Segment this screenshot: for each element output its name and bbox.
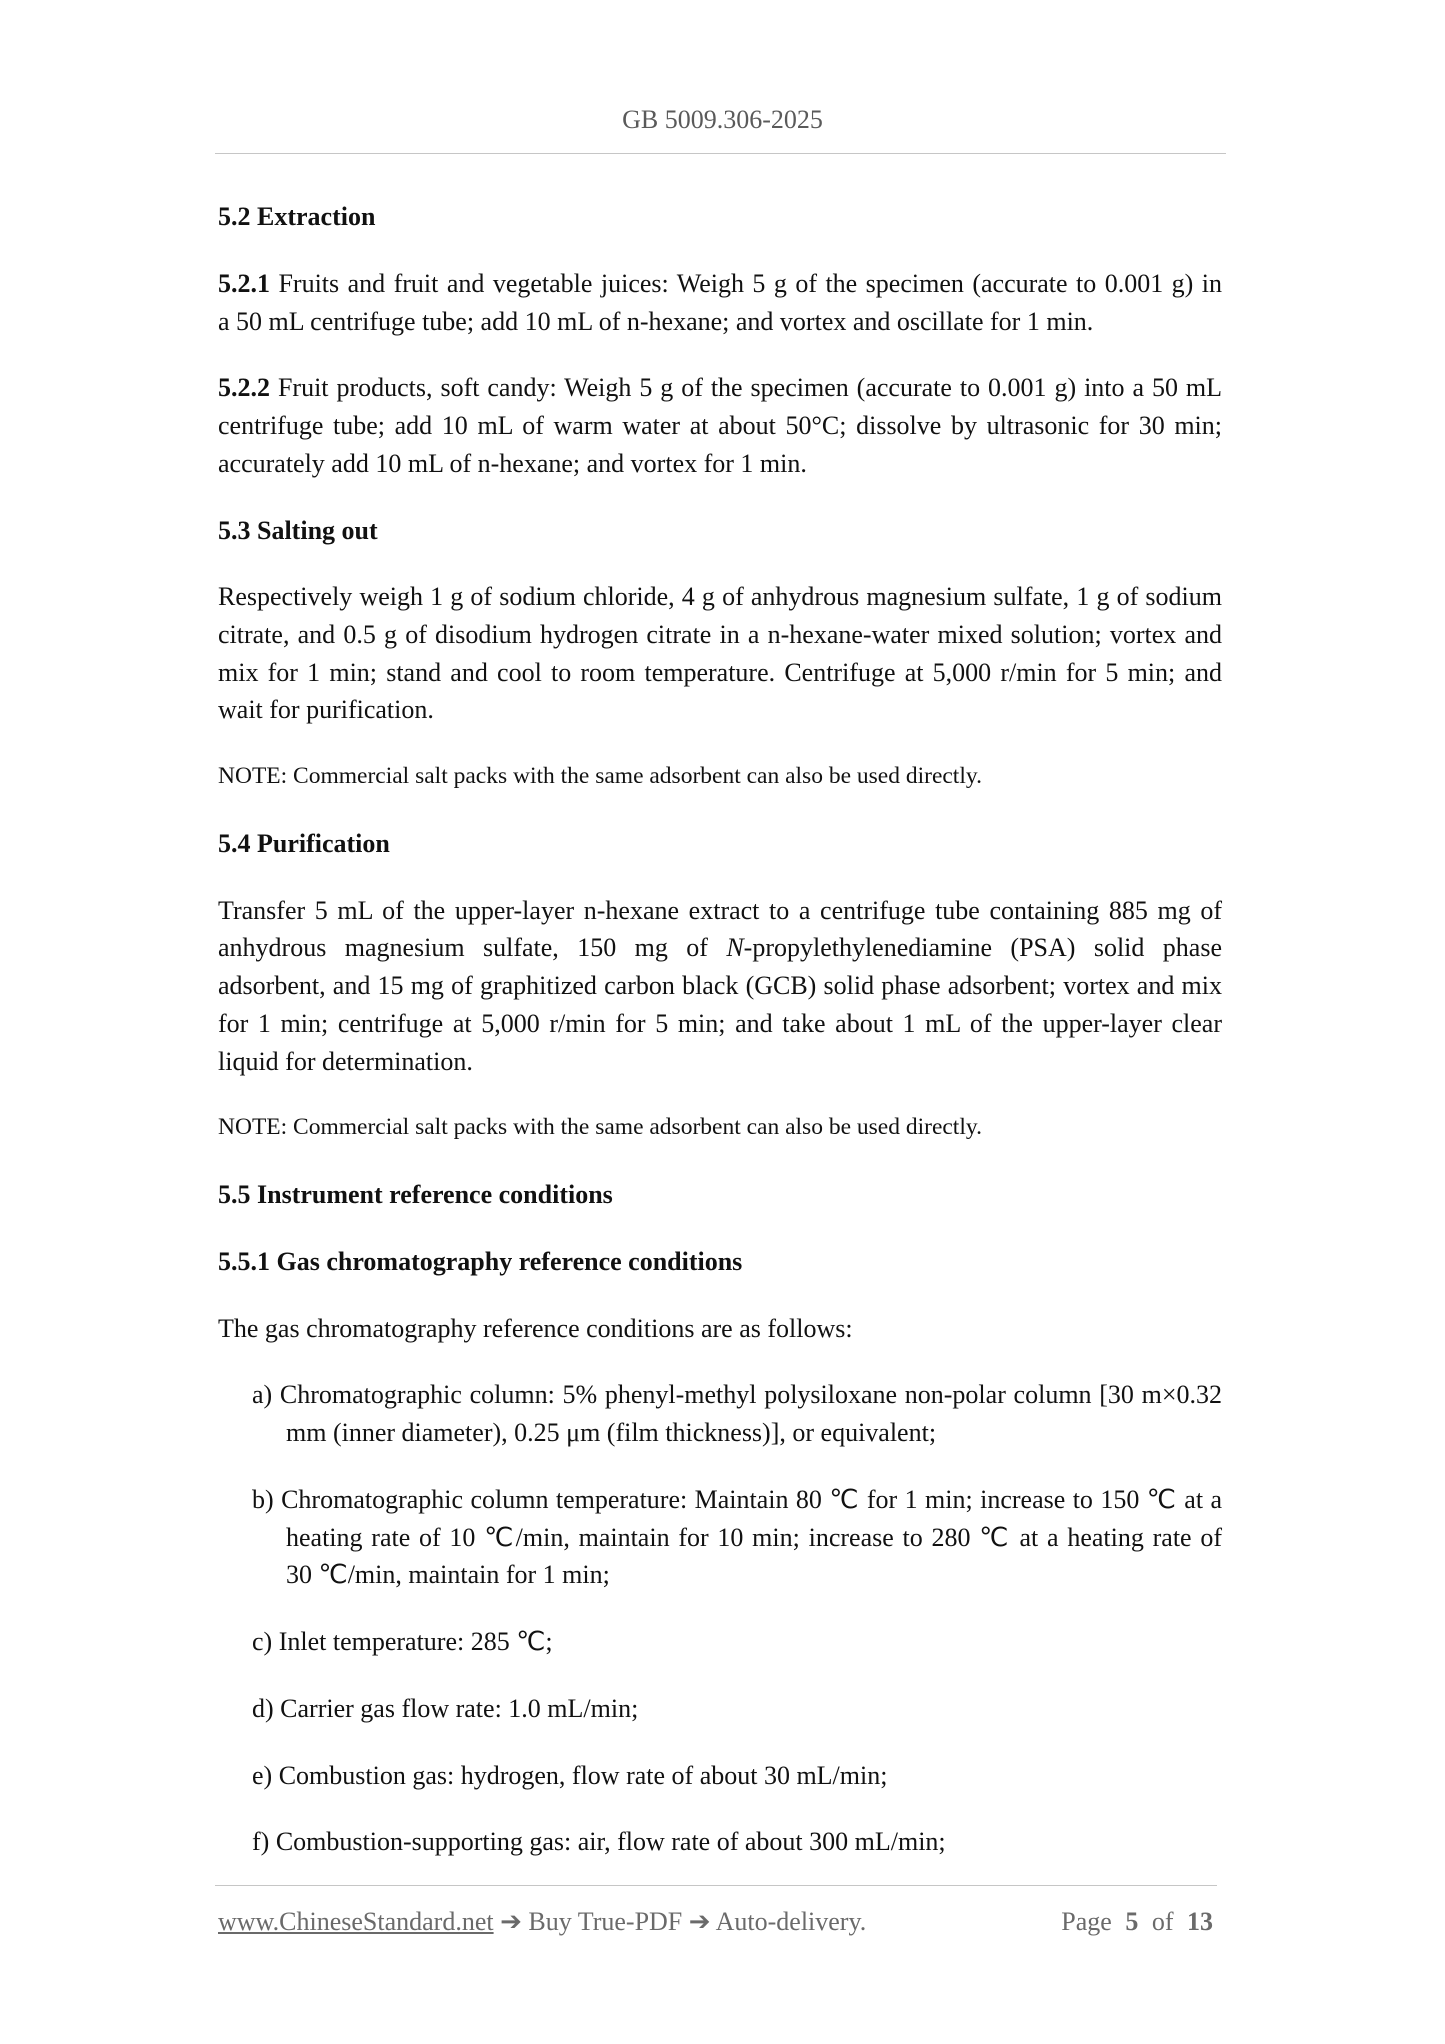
list-item-text: Combustion-supporting gas: air, flow rate of about 300 mL/min; (275, 1827, 946, 1857)
clause-line: a 50 mL centrifuge tube; add 10 mL of n-hexane; and vortex and oscillate for 1 min. (218, 306, 1094, 336)
list-item-c (218, 1623, 1222, 1661)
page-label: Page (1061, 1906, 1112, 1936)
clause-number: 5.2.1 (218, 268, 270, 298)
list-marker: c) (252, 1627, 273, 1657)
list-item-text: Chromatographic column temperature: Maintain 80 ℃ for 1 min; increase to 150 ℃ at a (281, 1484, 1223, 1514)
section-heading-text: 5.4 Purification (218, 829, 390, 858)
note-purification (218, 1109, 1222, 1147)
page-footer (218, 1903, 1213, 1941)
section-heading-5-4 (218, 825, 1222, 863)
list-item-text: Carrier gas flow rate: 1.0 mL/min; (280, 1693, 639, 1723)
section-heading-text: 5.5 Instrument reference conditions (218, 1180, 613, 1210)
paragraph-salting-out (218, 578, 1222, 729)
document-code-header: GB 5009.306-2025 (622, 105, 823, 134)
list-item-line (218, 1823, 1222, 1861)
paragraph-line: liquid for determination. (218, 1046, 473, 1076)
header-divider (215, 153, 1226, 154)
page-content (218, 198, 1222, 1890)
paragraph-line: Transfer 5 mL of the upper-layer n-hexane extract to a centrifuge tube containing 885 mg of (218, 895, 1222, 925)
paragraph-line (218, 929, 1222, 967)
paragraph-line: for 1 min; centrifuge at 5,000 r/min for 5 min; and take about 1 mL of the upper-layer clear (218, 1008, 1222, 1038)
conditions-intro (218, 1310, 1222, 1348)
paragraph-line: citrate, and 0.5 g of disodium hydrogen citrate in a n-hexane-water mixed solution; vortex and (218, 620, 1222, 650)
italic-symbol: N (726, 933, 744, 963)
list-item-line (218, 1376, 1222, 1414)
footer-left (218, 1903, 866, 1941)
clause-line: centrifuge tube; add 10 mL of warm water at about 50°C; dissolve by ultrasonic for 30 min; (218, 411, 1222, 441)
list-item-line: mm (inner diameter), 0.25 μm (film thickness)], or equivalent; (286, 1418, 937, 1448)
section-heading-text: 5.3 Salting out (218, 515, 378, 545)
list-marker: e) (252, 1760, 273, 1790)
list-item-line (218, 1481, 1222, 1519)
paragraph-line: mix for 1 min; stand and cool to room temperature. Centrifuge at 5,000 r/min for 5 min; and (218, 657, 1222, 687)
paragraph-purification (218, 892, 1222, 1080)
list-item-a (218, 1376, 1222, 1451)
clause-line: accurately add 10 mL of n-hexane; and vortex for 1 min. (218, 448, 807, 478)
clause-5-2-1 (218, 265, 1222, 340)
note-salting-out (218, 758, 1222, 796)
page-indicator (1061, 1903, 1213, 1941)
paragraph-line: adsorbent, and 15 mg of graphitized carbon black (GCB) solid phase adsorbent; vortex and mix (218, 971, 1222, 1001)
clause-text: Fruit products, soft candy: Weigh 5 g of the specimen (accurate to 0.001 g) into a 50 mL (277, 373, 1223, 403)
note-text: NOTE: Commercial salt packs with the same adsorbent can also be used directly. (218, 1114, 982, 1141)
clause-text: Fruits and fruit and vegetable juices: Weigh 5 g of the specimen (accurate to 0.001 g) in (278, 268, 1223, 298)
of-label: of (1151, 1906, 1174, 1936)
list-item-d (218, 1690, 1222, 1728)
paragraph-line: The gas chromatography reference conditions are as follows: (218, 1313, 853, 1343)
list-item-line (218, 1757, 1222, 1795)
list-marker: d) (252, 1693, 274, 1723)
list-item-text: Inlet temperature: 285 ℃; (278, 1627, 553, 1657)
subsection-heading-5-5-1 (218, 1243, 1222, 1281)
paragraph-text: anhydrous magnesium sulfate, 150 mg of (218, 933, 727, 963)
paragraph-line: Respectively weigh 1 g of sodium chloride, 4 g of anhydrous magnesium sulfate, 1 g of sodium (218, 582, 1222, 612)
clause-line (218, 265, 1222, 303)
list-marker: b) (252, 1484, 274, 1514)
clause-5-2-2 (218, 369, 1222, 482)
paragraph-text: -propylethylenediamine (PSA) solid phase (743, 933, 1223, 963)
footer-tagline: ➔ Buy True-PDF ➔ Auto-delivery. (500, 1906, 867, 1936)
section-heading-5-2 (218, 198, 1222, 236)
footer-website-link[interactable]: www.ChineseStandard.net (218, 1906, 494, 1936)
list-item-line: 30 ℃/min, maintain for 1 min; (286, 1560, 610, 1590)
section-heading-text: 5.2 Extraction (218, 202, 376, 232)
list-item-e (218, 1757, 1222, 1795)
list-marker: f) (252, 1827, 270, 1857)
total-pages-number: 13 (1187, 1906, 1213, 1936)
list-item-text: Combustion gas: hydrogen, flow rate of about 30 mL/min; (278, 1760, 888, 1790)
paragraph-line: wait for purification. (218, 695, 434, 725)
clause-number: 5.2.2 (218, 373, 270, 403)
section-heading-5-5 (218, 1176, 1222, 1214)
current-page-number: 5 (1125, 1906, 1139, 1936)
section-heading-5-3 (218, 512, 1222, 550)
list-item-line (218, 1623, 1222, 1661)
list-item-line (218, 1690, 1222, 1728)
list-marker: a) (252, 1380, 273, 1410)
clause-line (218, 369, 1222, 407)
list-item-line: heating rate of 10 ℃/min, maintain for 10 min; increase to 280 ℃ at a heating rate of (286, 1522, 1222, 1552)
subsection-heading-text: 5.5.1 Gas chromatography reference conditions (218, 1246, 743, 1276)
list-item-b (218, 1481, 1222, 1594)
list-item-f (218, 1823, 1222, 1861)
list-item-text: Chromatographic column: 5% phenyl-methyl polysiloxane non-polar column [30 m×0.32 (279, 1380, 1223, 1410)
note-text: NOTE: Commercial salt packs with the same adsorbent can also be used directly. (218, 763, 982, 790)
footer-divider (215, 1885, 1217, 1886)
